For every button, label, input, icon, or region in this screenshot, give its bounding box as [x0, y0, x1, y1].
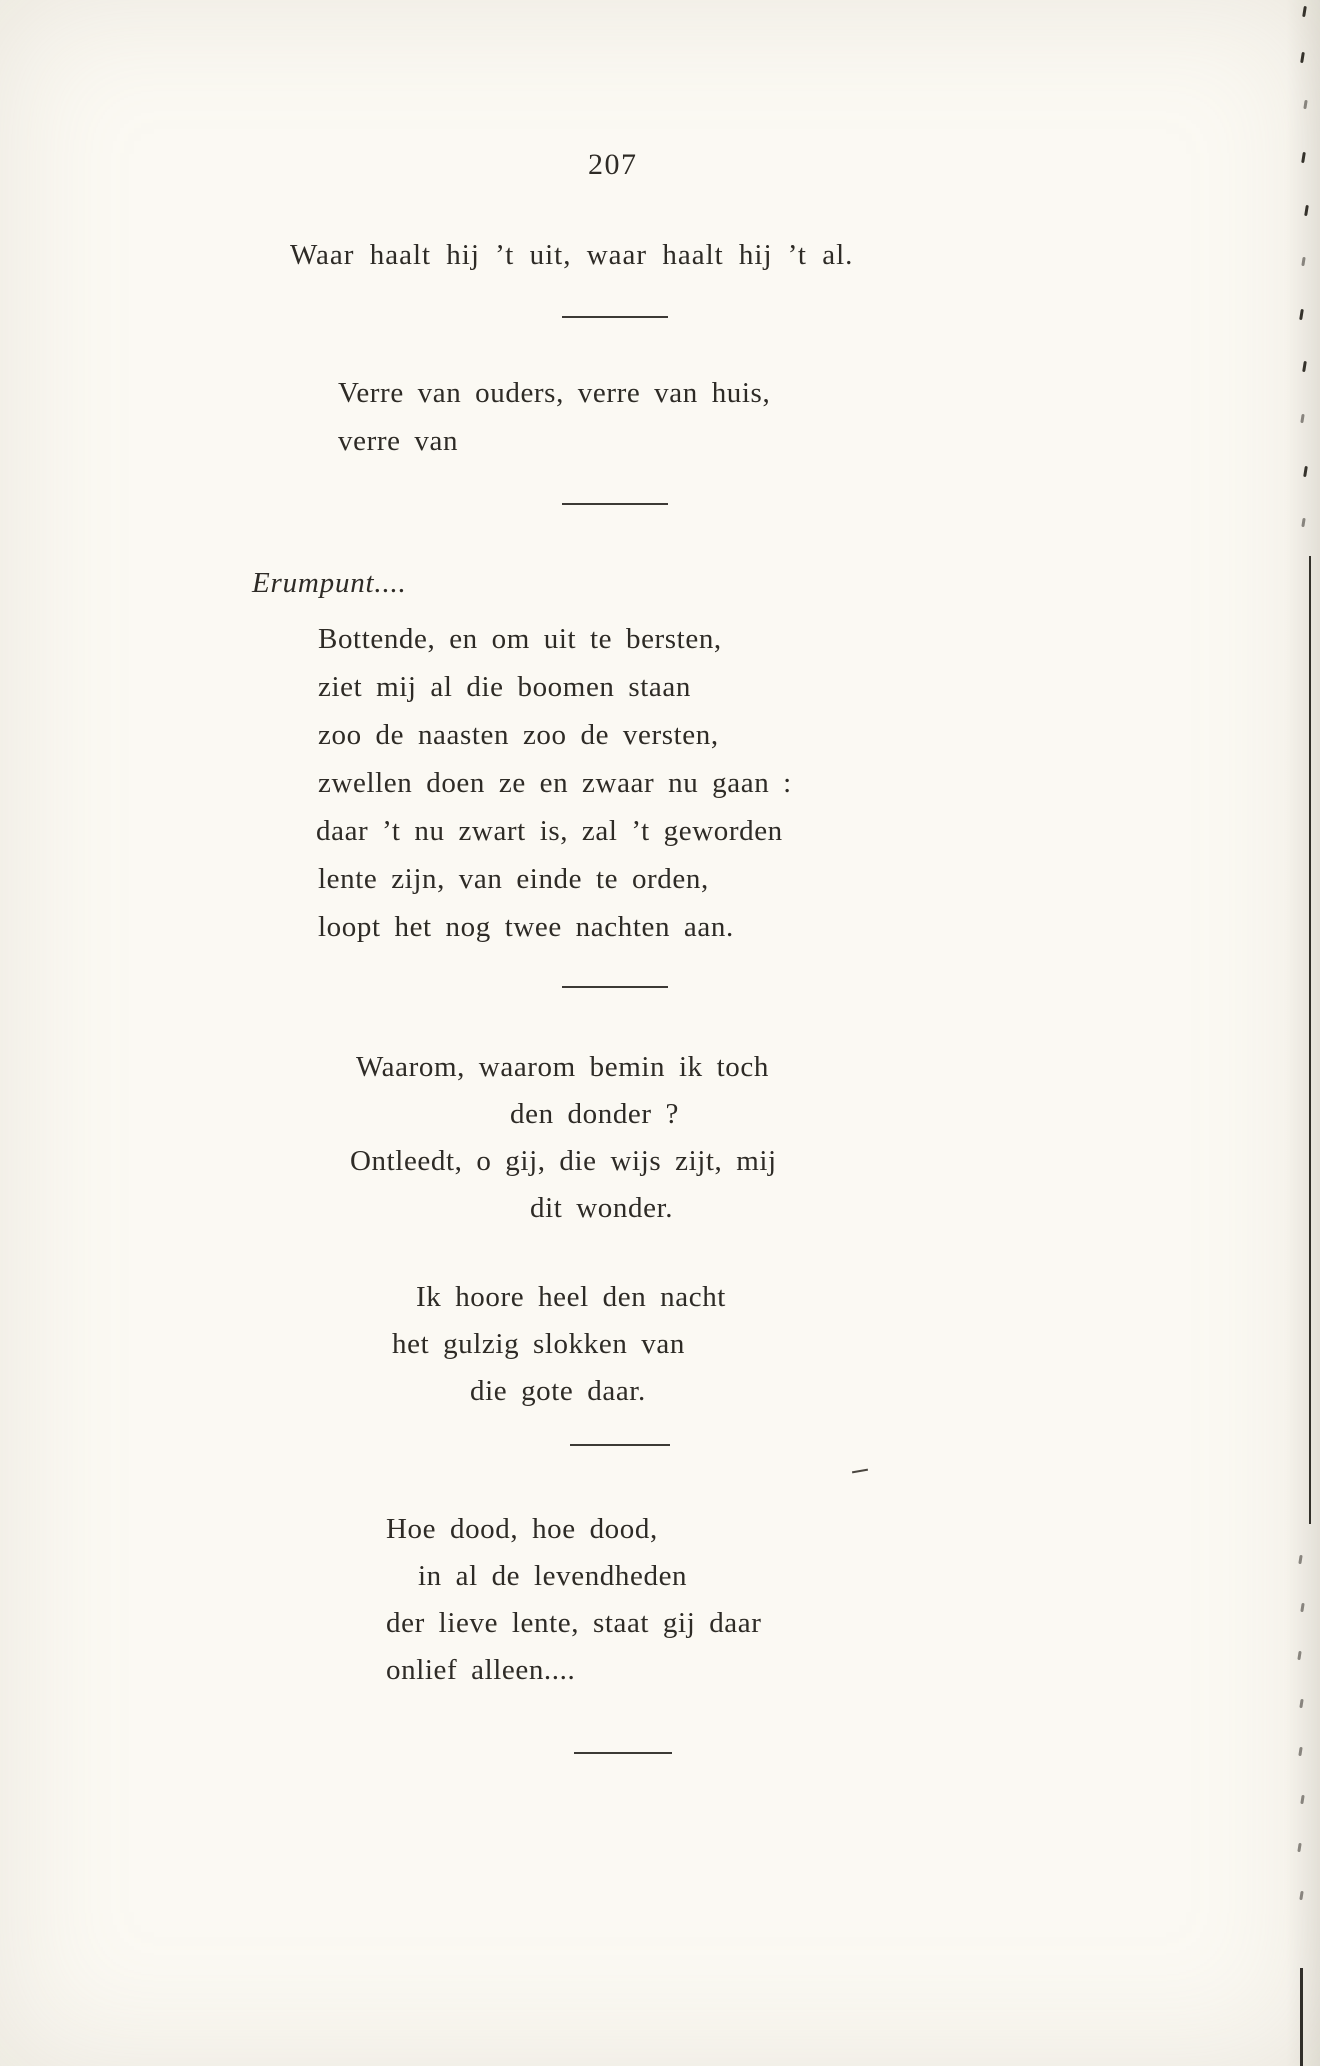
section-divider — [562, 316, 668, 318]
section-divider — [562, 503, 668, 505]
epigraph-line: Waar haalt hij ’t uit, waar haalt hij ’t al. — [290, 239, 854, 271]
section-divider — [562, 986, 668, 988]
poem-line: Ik hoore heel den nacht — [416, 1281, 726, 1313]
poem-line: der lieve lente, staat gij daar — [386, 1607, 762, 1639]
poem-line: zwellen doen ze en zwaar nu gaan : — [318, 767, 792, 799]
page-number: 207 — [588, 148, 638, 181]
section-divider — [574, 1752, 672, 1754]
poem-line: die gote daar. — [470, 1375, 646, 1407]
poem-line: Waarom, waarom bemin ik toch — [356, 1051, 769, 1083]
poem-line: het gulzig slokken van — [392, 1328, 685, 1360]
poem-line: Verre van ouders, verre van huis, — [338, 377, 771, 409]
poem-line: verre van — [338, 425, 459, 457]
section-divider — [570, 1444, 670, 1446]
poem-line: ziet mij al die boomen staan — [318, 671, 691, 703]
poem-line: dit wonder. — [530, 1192, 674, 1224]
poem-line: in al de levendheden — [418, 1560, 688, 1592]
poem-line: Bottende, en om uit te bersten, — [318, 623, 722, 655]
poem-line: loopt het nog twee nachten aan. — [318, 911, 734, 943]
page-edge-shading — [1286, 0, 1320, 2066]
scan-artifact-dash — [852, 1469, 868, 1474]
poem-line: den donder ? — [510, 1098, 679, 1130]
stanza-title: Erumpunt.... — [252, 567, 407, 599]
poem-line: onlief alleen.... — [386, 1654, 576, 1686]
poem-line: daar ’t nu zwart is, zal ’t geworden — [316, 815, 783, 847]
poem-line: Ontleedt, o gij, die wijs zijt, mij — [350, 1145, 777, 1177]
poem-line: Hoe dood, hoe dood, — [386, 1513, 658, 1545]
poem-line: lente zijn, van einde te orden, — [318, 863, 709, 895]
poem-line: zoo de naasten zoo de versten, — [318, 719, 719, 751]
